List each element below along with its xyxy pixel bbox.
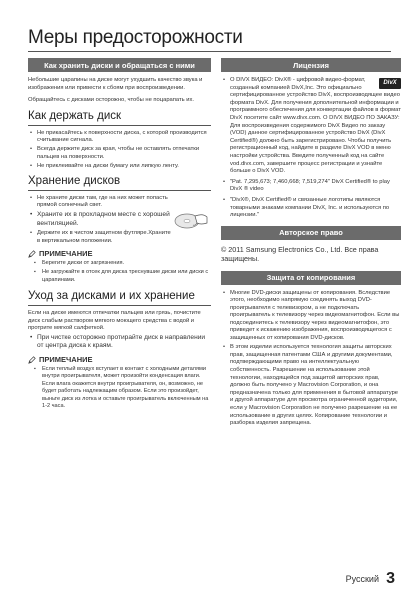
page-title: Меры предосторожности [28,27,243,48]
copyright-text: © 2011 Samsung Electronics Co., Ltd. Все права защищены. [221,244,379,264]
handling-intro: Небольшие царапины на диске могут ухудшить качество звука и изображения или привести к сбоям при воспроизведении. [28,77,203,91]
license-text: О DIVX ВИДЕО: DivX® - цифровой видео-формат, созданный компанией DivX,Inc. Это официально сертифицированное устройство DivX, воспроизводящее видео формата DivX. Для получения дополнительной информации и программного обеспечения для конвертации файлов в формат DivX посетите сайт www.divx.com. О DIVX ВИДЕО ПО ЗАКАЗУ: Для воспроизведения содержимого DivX Видео по заказу (VOD) данное сертифицированное устройство DivX (DivX Certified®) должно быть зарегистрировано. Чтобы получить регистрационный код, найдите в разделе DivX VOD в меню настройки устройства. Введите полученный код на сайте vod.divx.com, завершите процесс регистрации и узнайте больше о DivX VOD. [230,77,401,175]
left-column [28,58,211,414]
list-item: • В этом изделии используется технология защиты авторских прав, защищенная патентами США и другими документами, подтверждающими право на интеллектуальную собственность. Разрешение на использование этой технологии, находящейся под защитой авторских прав, должно быть получено у Macrovision Corporation, и она предназначена только для применения в бытовой аппаратуре и другой аппаратуре для просмотра ограниченной аудитории, если у Macrovision Corporation не получено разрешение на ее использование в других целях. Копирование технологии и разборка изделия запрещена. [221,344,401,428]
right-column [221,58,401,432]
list-item: ▪ Берегите диски от загрязнения. [28,260,211,267]
list-item: • Всегда держите диск за края, чтобы не оставлять отпечатки пальцев на поверхности. [28,146,211,161]
protection-list [221,290,401,428]
pencil-icon [28,356,36,364]
list-item: • Не прикасайтесь к поверхности диска, с которой производится считывание сигнала. [28,130,211,145]
storage-section [28,195,211,246]
handling-banner: Как хранить диски и обращаться с ними [28,58,211,72]
storage-notes [28,260,211,284]
list-item: • Храните их в прохладном месте с хорошей вентиляцией. [28,211,173,228]
footer-language: Русский [345,574,379,584]
storage-note-heading [28,249,211,258]
license-banner: Лицензия [221,58,401,72]
care-heading: Уход за дисками и их хранение [28,290,211,306]
page-number: 3 [386,570,395,587]
list-item: • Держите их в чистом защитном футляре.Храните в вертикальном положении. [28,230,173,245]
list-item: • Не храните диски там, где на них может попасть прямой солнечный свет. [28,195,173,210]
list-item: ▪ Если теплый воздух вступает в контакт с холодными деталями внутри проигрывателя, может произойти конденсация влаги. Если влага окажется внутри проигрывателя, он, возможно, не будет работать надлежащим образом. Если это произойдет, выньте диск из лотка и оставьте проигрыватель включенным на 1-2 часа. [28,366,211,410]
care-note-heading [28,355,211,364]
storage-heading: Хранение дисков [28,175,211,191]
protection-banner: Защита от копирования [221,271,401,285]
pencil-icon [28,250,36,258]
list-item: • "DivX®, DivX Certified® и связанные логотипы являются товарными знаками компании DivX, Inc. и используются по лицензии." [221,197,401,220]
note-label: ПРИМЕЧАНИЕ [39,355,93,364]
handling-intro-2: Обращайтесь с дисками осторожно, чтобы не поцарапать их. [28,97,195,104]
note-label: ПРИМЕЧАНИЕ [39,249,93,259]
list-item: • Не приклеивайте на диски бумагу или липкую ленту. [28,163,211,171]
license-list [221,77,401,220]
list-item: • Многие DVD-диски защищены от копирования. Вследствие этого, необходимо напрямую соединять выход DVD-проигрывателя с телевизором, а не подключать проигрыватель к телевизору через видеомагнитофон. Если вы подсоединитесь к телевизору через видеомагнитофон, это приведет к искажению изображения, воспроизводящегося с защищенных от копирования DVD-дисков. [221,290,401,343]
list-item: • При чистке осторожно протирайте диск в направлении от центра диска к краям. [28,334,211,351]
list-item [221,77,401,176]
title-rule [28,51,391,52]
copyright-banner: Авторское право [221,226,401,240]
list-item: • "Pat. 7,295,673; 7,460,668; 7,519,274" DivX Certified® to play DivX ® video [221,179,401,194]
list-item: ▪ Не загружайте в отсек для диска треснувшие диски или диски с царапинами. [28,269,211,284]
disc-hand-icon [173,207,209,233]
care-list [28,334,211,351]
care-intro: Если на диске имеются отпечатки пальцев или грязь, почистите диск слабым раствором мягкого моющего средства с водой и протрите мягкой салфеткой. [28,310,201,332]
divx-logo: • DivX [379,78,401,89]
care-notes [28,366,211,410]
hold-heading: Как держать диск [28,110,211,126]
hold-list [28,130,211,171]
